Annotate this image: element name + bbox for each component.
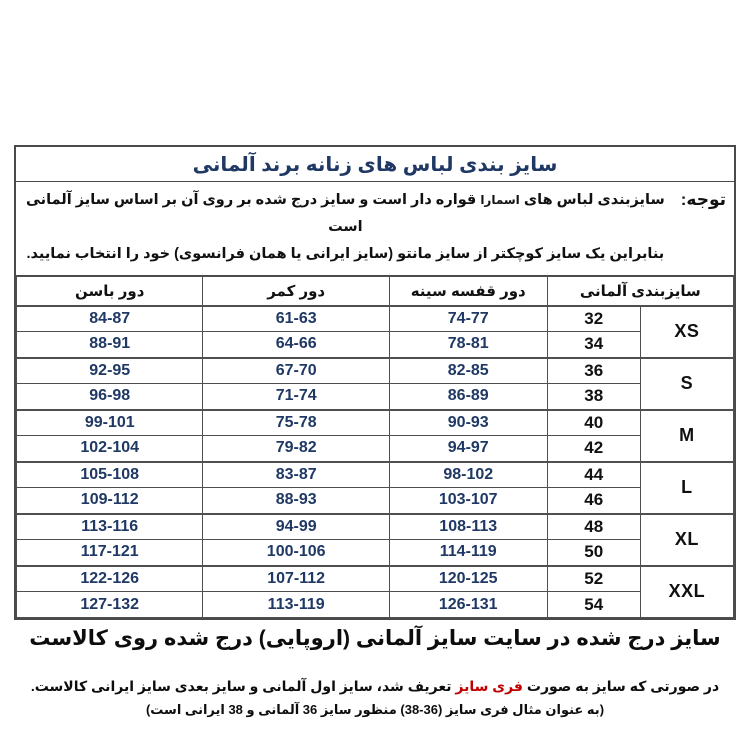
header-waist: دور کمر <box>203 277 389 306</box>
size-number-cell: 44 <box>547 462 640 488</box>
table-row <box>17 332 734 358</box>
waist-cell: 113-119 <box>203 592 389 618</box>
chest-cell: 78-81 <box>389 332 547 358</box>
chest-cell: 114-119 <box>389 540 547 566</box>
footer-line-2-pre: در صورتی که سایز به صورت <box>522 678 720 694</box>
table-row <box>17 384 734 410</box>
size-number-cell: 32 <box>547 306 640 332</box>
chest-cell: 82-85 <box>389 358 547 384</box>
footer-line-3 <box>0 702 750 718</box>
chest-cell: 90-93 <box>389 410 547 436</box>
chest-cell: 86-89 <box>389 384 547 410</box>
hips-cell: 92-95 <box>17 358 203 384</box>
note-line-2: بنابراین یک سایز کوچکتر از سایز مانتو (سایز ایرانی یا همان فرانسوی) خود را انتخاب نمایید. <box>26 246 665 262</box>
hips-cell: 96-98 <box>17 384 203 410</box>
size-table <box>16 276 734 618</box>
size-letter-cell: L <box>640 462 733 514</box>
size-letter-cell: M <box>640 410 733 462</box>
table-row <box>17 592 734 618</box>
note-section <box>16 182 734 276</box>
size-number-cell: 36 <box>547 358 640 384</box>
waist-cell: 71-74 <box>203 384 389 410</box>
note-body <box>20 187 671 268</box>
waist-cell: 61-63 <box>203 306 389 332</box>
size-letter-cell: XS <box>640 306 733 358</box>
footer-line-2-post: تعریف شد، سایز اول آلمانی و سایز بعدی سایز ایرانی کالاست. <box>30 678 456 694</box>
note-line-1-post: قواره دار است و سایز درج شده بر روی آن بر اساس سایز آلمانی است <box>26 192 481 235</box>
hips-cell: 127-132 <box>17 592 203 618</box>
hips-cell: 113-116 <box>17 514 203 540</box>
table-row <box>17 410 734 436</box>
footer-line-3-post: منظور سایز 36 آلمانی و 38 ایرانی است) <box>145 702 401 717</box>
note-label: توجه: <box>680 190 726 209</box>
waist-cell: 67-70 <box>203 358 389 384</box>
hips-cell: 99-101 <box>17 410 203 436</box>
header-german-size: سایزبندی آلمانی <box>547 277 733 306</box>
header-chest: دور قفسه سینه <box>389 277 547 306</box>
chest-cell: 108-113 <box>389 514 547 540</box>
chest-cell: 120-125 <box>389 566 547 592</box>
size-chart <box>14 145 736 620</box>
free-size-range: (38-36) <box>400 702 443 717</box>
footer-line-3-pre: (به عنوان مثال فری سایز <box>442 702 605 717</box>
hips-cell: 88-91 <box>17 332 203 358</box>
chart-title: سایز بندی لباس های زنانه برند آلمانی <box>16 147 734 182</box>
table-row <box>17 436 734 462</box>
chest-cell: 94-97 <box>389 436 547 462</box>
size-number-cell: 42 <box>547 436 640 462</box>
hips-cell: 109-112 <box>17 488 203 514</box>
hips-cell: 102-104 <box>17 436 203 462</box>
size-number-cell: 50 <box>547 540 640 566</box>
chest-cell: 126-131 <box>389 592 547 618</box>
waist-cell: 83-87 <box>203 462 389 488</box>
table-row <box>17 488 734 514</box>
size-letter-cell: S <box>640 358 733 410</box>
size-letter-cell: XXL <box>640 566 733 618</box>
size-number-cell: 48 <box>547 514 640 540</box>
size-number-cell: 40 <box>547 410 640 436</box>
table-row <box>17 462 734 488</box>
waist-cell: 94-99 <box>203 514 389 540</box>
size-number-cell: 38 <box>547 384 640 410</box>
waist-cell: 79-82 <box>203 436 389 462</box>
size-number-cell: 52 <box>547 566 640 592</box>
header-row <box>17 277 734 306</box>
size-number-cell: 54 <box>547 592 640 618</box>
chest-cell: 103-107 <box>389 488 547 514</box>
size-letter-cell: XL <box>640 514 733 566</box>
header-hips: دور باسن <box>17 277 203 306</box>
size-number-cell: 46 <box>547 488 640 514</box>
note-line-1-pre: سایزبندی لباس های <box>519 192 665 208</box>
waist-cell: 64-66 <box>203 332 389 358</box>
hips-cell: 105-108 <box>17 462 203 488</box>
table-row <box>17 566 734 592</box>
table-row <box>17 540 734 566</box>
waist-cell: 100-106 <box>203 540 389 566</box>
brand-name: اسمارا <box>480 193 520 207</box>
note-line-1 <box>20 187 671 241</box>
table-row <box>17 514 734 540</box>
free-size-highlight: فری سایز <box>455 678 523 694</box>
footer-line-2 <box>0 678 750 695</box>
waist-cell: 75-78 <box>203 410 389 436</box>
table-row <box>17 358 734 384</box>
hips-cell: 117-121 <box>17 540 203 566</box>
chest-cell: 98-102 <box>389 462 547 488</box>
table-row <box>17 306 734 332</box>
hips-cell: 84-87 <box>17 306 203 332</box>
waist-cell: 107-112 <box>203 566 389 592</box>
size-number-cell: 34 <box>547 332 640 358</box>
waist-cell: 88-93 <box>203 488 389 514</box>
chest-cell: 74-77 <box>389 306 547 332</box>
hips-cell: 122-126 <box>17 566 203 592</box>
footer-line-1: سایز درج شده در سایت سایز آلمانی (اروپایی) درج شده روی کالاست <box>29 627 721 650</box>
